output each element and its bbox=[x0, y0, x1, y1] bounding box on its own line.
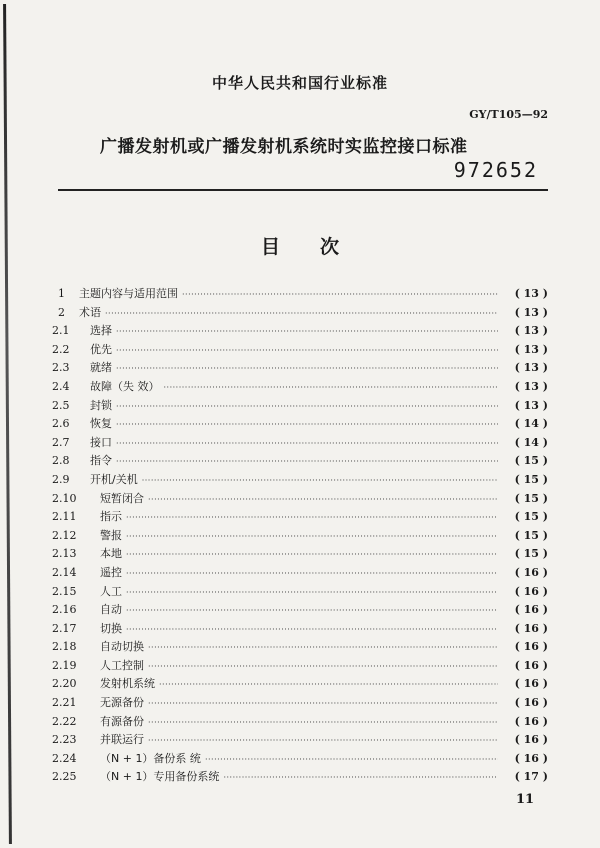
toc-entry-label: 自动切换 bbox=[100, 640, 144, 654]
toc-entry-page: ( 14 ) bbox=[514, 417, 548, 431]
toc-entry-number: 2.24 bbox=[52, 751, 77, 765]
toc-entry-page: ( 16 ) bbox=[514, 565, 548, 579]
toc-entry[interactable] bbox=[52, 601, 548, 620]
toc-entry-label: 无源备份 bbox=[100, 696, 144, 710]
toc-leader-dots bbox=[126, 606, 498, 615]
toc-entry-number: 2.25 bbox=[52, 770, 77, 784]
toc-entry-number: 2.17 bbox=[52, 621, 77, 635]
toc-entry-page: ( 13 ) bbox=[514, 398, 548, 412]
header-divider bbox=[58, 189, 548, 191]
toc-leader-dots bbox=[148, 718, 498, 727]
toc-heading-char: 目 bbox=[260, 236, 280, 258]
toc-entry-page: ( 16 ) bbox=[514, 733, 548, 747]
toc-entry-number: 2.5 bbox=[52, 398, 70, 412]
toc-leader-dots bbox=[205, 755, 498, 764]
toc-entry[interactable] bbox=[52, 675, 548, 694]
toc-heading bbox=[0, 232, 600, 259]
toc-leader-dots bbox=[148, 662, 498, 671]
toc-leader-dots bbox=[126, 532, 498, 541]
toc-entry-page: ( 16 ) bbox=[514, 658, 548, 672]
toc-entry[interactable] bbox=[52, 452, 548, 471]
toc-entry-label: 自动 bbox=[100, 603, 122, 617]
toc-leader-dots bbox=[142, 476, 498, 485]
toc-entry[interactable] bbox=[52, 415, 548, 434]
toc-entry-number: 1 bbox=[58, 287, 65, 300]
toc-entry[interactable] bbox=[52, 583, 548, 602]
serial-number: 972652 bbox=[453, 158, 538, 182]
toc-entry-page: ( 16 ) bbox=[514, 584, 548, 598]
toc-entry-label: 优先 bbox=[90, 342, 112, 356]
toc-entry-number: 2.23 bbox=[52, 733, 77, 747]
toc-entry[interactable] bbox=[52, 322, 548, 341]
toc-entry[interactable] bbox=[52, 359, 548, 378]
toc-entry-number: 2.21 bbox=[52, 696, 77, 710]
toc-entry-page: ( 15 ) bbox=[514, 472, 548, 486]
toc-leader-dots bbox=[126, 569, 498, 578]
toc-leader-dots bbox=[148, 699, 498, 708]
toc-entry-label: 术语 bbox=[79, 305, 101, 319]
toc-entry-number: 2.20 bbox=[52, 677, 77, 691]
toc-entry-label: 故障（失 效） bbox=[90, 379, 160, 393]
toc-entry-page: ( 17 ) bbox=[514, 770, 548, 784]
toc-entry-label: 发射机系统 bbox=[100, 677, 155, 691]
toc-entry-label: 封锁 bbox=[90, 398, 112, 412]
toc-entry[interactable] bbox=[52, 564, 548, 583]
toc-entry-page: ( 16 ) bbox=[514, 751, 548, 765]
toc-leader-dots bbox=[126, 513, 498, 522]
toc-entry[interactable] bbox=[52, 378, 548, 397]
toc-entry-number: 2.2 bbox=[52, 342, 70, 356]
toc-entry[interactable] bbox=[52, 434, 548, 453]
toc-entry-number: 2.13 bbox=[52, 547, 77, 561]
toc-entry-number: 2 bbox=[58, 305, 65, 319]
toc-entry[interactable] bbox=[52, 731, 548, 750]
toc-leader-dots bbox=[159, 680, 498, 689]
toc-entry-label: 人工控制 bbox=[100, 658, 144, 672]
toc-entry[interactable] bbox=[52, 471, 548, 490]
toc-entry-page: ( 13 ) bbox=[514, 305, 548, 319]
toc-entry-number: 2.11 bbox=[52, 510, 77, 524]
toc-entry-number: 2.4 bbox=[52, 379, 70, 393]
toc-entry-number: 2.14 bbox=[52, 565, 77, 579]
toc-entry-label: （N + 1）备份系 统 bbox=[100, 751, 201, 765]
toc-entry[interactable] bbox=[52, 638, 548, 657]
toc-entry-page: ( 16 ) bbox=[514, 714, 548, 728]
page-number: 11 bbox=[516, 792, 535, 807]
toc-entry-number: 2.6 bbox=[52, 417, 70, 431]
toc-leader-dots bbox=[148, 643, 498, 652]
toc-leader-dots bbox=[116, 420, 498, 429]
toc-leader-dots bbox=[116, 402, 498, 411]
toc-entry-label: 有源备份 bbox=[100, 714, 144, 728]
toc-entry-number: 2.10 bbox=[52, 491, 77, 505]
scan-edge-border bbox=[3, 4, 12, 844]
toc-entry[interactable] bbox=[52, 694, 548, 713]
toc-entry-page: ( 15 ) bbox=[514, 491, 548, 505]
toc-leader-dots bbox=[148, 495, 498, 504]
toc-entry-label: 指令 bbox=[90, 454, 112, 468]
toc-leader-dots bbox=[116, 346, 498, 355]
toc-entry-label: 主题内容与适用范围 bbox=[79, 287, 178, 300]
toc-entry[interactable] bbox=[52, 750, 548, 769]
toc-leader-dots bbox=[116, 457, 498, 466]
standard-code: GY/T105—92 bbox=[469, 108, 548, 121]
toc-leader-dots bbox=[116, 364, 498, 373]
toc-entry-label: 短暂闭合 bbox=[100, 491, 144, 505]
toc-leader-dots bbox=[126, 550, 498, 559]
toc-entry-page: ( 13 ) bbox=[514, 361, 548, 375]
toc-entry[interactable] bbox=[52, 285, 548, 304]
toc-entry-number: 2.12 bbox=[52, 528, 77, 542]
toc-entry-page: ( 16 ) bbox=[514, 640, 548, 654]
toc-leader-dots bbox=[164, 383, 499, 392]
toc-entry-page: ( 15 ) bbox=[514, 510, 548, 524]
toc-entry-page: ( 14 ) bbox=[514, 435, 548, 449]
toc-leader-dots bbox=[148, 736, 498, 745]
toc-leader-dots bbox=[126, 588, 498, 597]
toc-entry[interactable] bbox=[52, 508, 548, 527]
toc-leader-dots bbox=[116, 439, 498, 448]
toc-entry-number: 2.3 bbox=[52, 361, 70, 375]
toc-entry-label: 并联运行 bbox=[100, 733, 144, 747]
toc-entry-page: ( 13 ) bbox=[514, 379, 548, 393]
document-title: 广播发射机或广播发射机系统时实监控接口标准 bbox=[100, 137, 468, 157]
toc-entry-label: 接口 bbox=[90, 435, 112, 449]
toc-leader-dots bbox=[105, 309, 498, 318]
toc-entry-number: 2.9 bbox=[52, 472, 70, 486]
issuing-organization: 中华人民共和国行业标准 bbox=[211, 74, 388, 92]
toc-entry-number: 2.16 bbox=[52, 603, 77, 617]
toc-entry[interactable] bbox=[52, 341, 548, 360]
toc-entry-label: 就绪 bbox=[90, 361, 112, 375]
toc-entry-label: 指示 bbox=[100, 510, 122, 524]
toc-entry[interactable] bbox=[52, 545, 548, 564]
toc-entry-number: 2.7 bbox=[52, 435, 70, 449]
toc-entry-page: ( 16 ) bbox=[514, 677, 548, 691]
toc-entry-label: 选择 bbox=[90, 324, 112, 338]
toc-entry[interactable] bbox=[52, 620, 548, 639]
toc-entry-page: ( 15 ) bbox=[514, 547, 548, 561]
toc-entry-label: 警报 bbox=[100, 528, 122, 542]
toc-entry-page: ( 15 ) bbox=[514, 454, 548, 468]
toc-entry[interactable] bbox=[52, 490, 548, 509]
toc-entry-page: ( 16 ) bbox=[514, 621, 548, 635]
toc-entry-number: 2.22 bbox=[52, 714, 77, 728]
toc-entry[interactable] bbox=[52, 657, 548, 676]
toc-heading-char: 次 bbox=[320, 236, 340, 258]
toc-entry-number: 2.8 bbox=[52, 454, 70, 468]
toc-entry-page: ( 16 ) bbox=[514, 696, 548, 710]
toc-leader-dots bbox=[182, 290, 498, 299]
toc-entry[interactable] bbox=[52, 304, 548, 323]
toc-entry-number: 2.15 bbox=[52, 584, 77, 598]
toc-entry[interactable] bbox=[52, 713, 548, 732]
toc-entry-page: ( 13 ) bbox=[514, 342, 548, 356]
toc-entry-page: ( 13 ) bbox=[514, 324, 548, 338]
toc-entry-page: ( 16 ) bbox=[514, 603, 548, 617]
toc-leader-dots bbox=[116, 327, 498, 336]
toc-entry-label: 人工 bbox=[100, 584, 122, 598]
toc-entry-label: 遥控 bbox=[100, 565, 122, 579]
table-of-contents bbox=[52, 285, 548, 787]
toc-leader-dots bbox=[223, 773, 498, 782]
toc-entry-label: 恢复 bbox=[90, 417, 112, 431]
toc-entry-number: 2.1 bbox=[52, 324, 70, 338]
toc-entry[interactable] bbox=[52, 768, 548, 787]
toc-entry[interactable] bbox=[52, 527, 548, 546]
toc-entry-number: 2.18 bbox=[52, 640, 77, 654]
toc-entry-label: 切换 bbox=[100, 621, 122, 635]
toc-entry-label: （N + 1）专用备份系统 bbox=[100, 770, 220, 784]
toc-entry-number: 2.19 bbox=[52, 658, 77, 672]
toc-entry-page: ( 13 ) bbox=[514, 287, 548, 300]
toc-leader-dots bbox=[126, 625, 498, 634]
toc-entry[interactable] bbox=[52, 397, 548, 416]
toc-entry-page: ( 15 ) bbox=[514, 528, 548, 542]
toc-entry-label: 本地 bbox=[100, 547, 122, 561]
toc-entry-label: 开机/关机 bbox=[90, 472, 138, 486]
